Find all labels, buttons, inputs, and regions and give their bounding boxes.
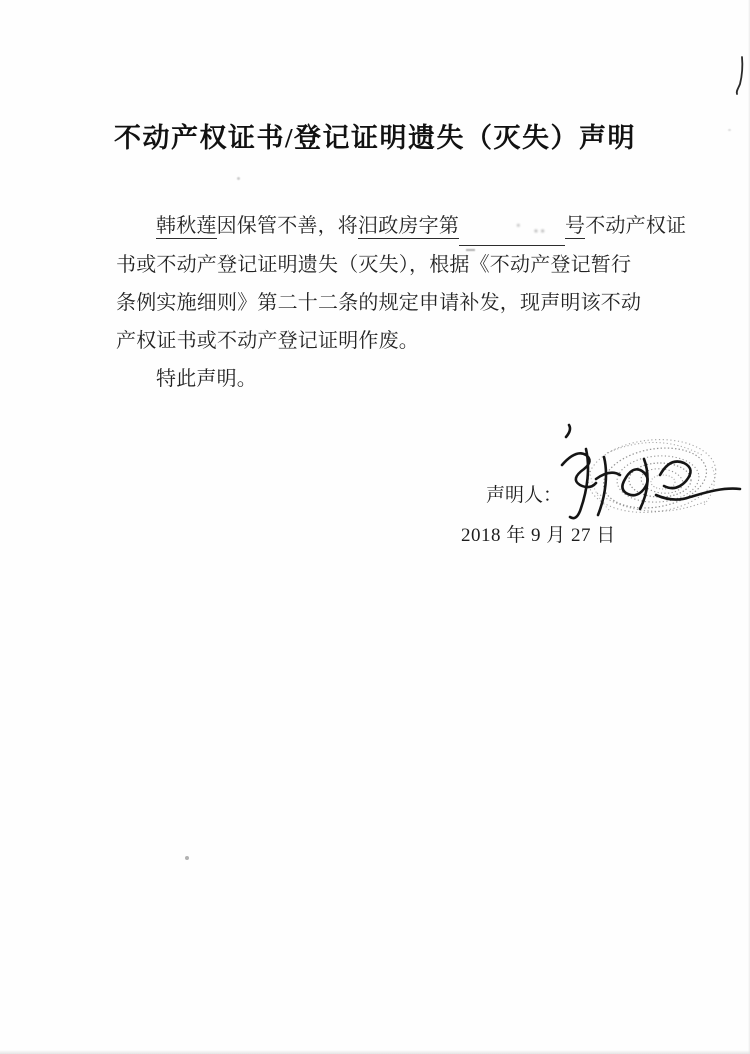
body-line-2: 书或不动产登记证明遗失（灭失），根据《不动产登记暂行	[116, 254, 632, 276]
declaration-date: 2018 年 9 月 27 日	[461, 525, 616, 546]
redacted-cert-number	[459, 207, 565, 246]
body-text: 因保管不善，将	[216, 215, 359, 237]
body-text: 不动产权证	[585, 215, 687, 237]
scan-artifact-pen-mark	[730, 50, 750, 100]
handwritten-signature	[552, 423, 750, 533]
declaration-body	[116, 207, 687, 398]
declarant-name-underlined: 韩秋莲	[156, 215, 217, 237]
scan-artifact-dot	[728, 129, 731, 131]
page-edge-shadow-bottom	[0, 1050, 750, 1054]
declarant-label: 声明人：	[486, 485, 563, 506]
body-line-1	[116, 207, 687, 246]
body-line-3: 条例实施细则》第二十二条的规定申请补发，现声明该不动	[116, 292, 642, 314]
scan-artifact-dot	[237, 177, 240, 180]
body-line-5: 特此声明。	[156, 368, 257, 390]
scan-artifact-dash	[466, 249, 475, 251]
cert-number-prefix-underlined: 汨政房字第	[358, 215, 460, 237]
body-line-4: 产权证书或不动产登记证明作废。	[116, 330, 419, 352]
illegible-smudge: · ‥	[515, 215, 550, 237]
cert-number-suffix-underlined: 号	[565, 215, 586, 237]
document-title: 不动产权证书/登记证明遗失（灭失）声明	[113, 123, 636, 153]
scan-artifact-dot	[185, 856, 189, 860]
